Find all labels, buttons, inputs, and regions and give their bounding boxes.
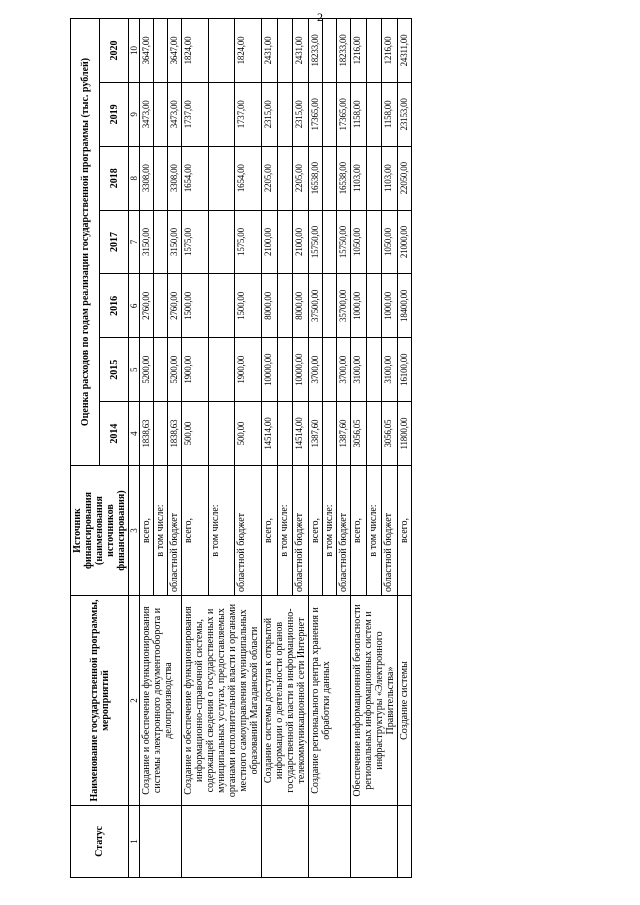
status-cell [262,806,309,878]
value-cell: 1737,00 [235,82,262,146]
source-incl-cell: в том числе: [208,466,235,596]
value-cell: 2315,00 [293,82,309,146]
value-cell: 11800,00 [398,402,412,466]
value-cell: 8000,00 [262,274,278,338]
value-cell: 1103,00 [382,146,398,210]
value-cell: 3150,00 [140,210,154,274]
value-cell: 1838,63 [168,402,182,466]
value-cell: 2760,00 [140,274,154,338]
measure-name-cell: Создание системы доступа к открытой информации о деятельности органов государственной власти в информационно-телекоммуникационной сети Интернет [262,596,309,806]
source-total-cell: всего, [309,466,323,596]
empty-value-cell [323,338,337,402]
index-cell: 2 [129,596,140,806]
value-cell: 1158,00 [382,82,398,146]
value-cell: 16100,00 [398,338,412,402]
value-cell: 1387,60 [309,402,323,466]
value-cell: 1900,00 [182,338,209,402]
empty-value-cell [277,210,293,274]
empty-value-cell [277,402,293,466]
rotated-table-wrapper [70,18,610,878]
value-cell: 1387,60 [337,402,351,466]
value-cell: 37500,00 [309,274,323,338]
index-cell: 4 [129,402,140,466]
value-cell: 1824,00 [182,19,209,83]
table-row [182,19,209,878]
source-incl-cell: в том числе: [277,466,293,596]
value-cell: 1654,00 [235,146,262,210]
value-cell: 2431,00 [262,19,278,83]
value-cell: 24311,00 [398,19,412,83]
source-regional-cell: областной бюджет [382,466,398,596]
value-cell: 2100,00 [293,210,309,274]
header-year: 2019 [100,82,129,146]
measure-name-cell: Создание регионального центра хранения и обработки данных [309,596,351,806]
empty-value-cell [277,338,293,402]
value-cell: 3100,00 [351,338,367,402]
empty-value-cell [154,82,168,146]
table-row [351,19,367,878]
empty-value-cell [366,19,382,83]
source-incl-cell: в том числе: [323,466,337,596]
empty-value-cell [277,82,293,146]
source-total-cell: всего, [182,466,209,596]
header-name: Наименование государственной программы, мероприятий [71,596,129,806]
value-cell: 3100,00 [382,338,398,402]
page-number: 2 [317,10,323,24]
header-year: 2020 [100,19,129,83]
value-cell: 15750,00 [309,210,323,274]
value-cell: 18233,00 [337,19,351,83]
header-year: 2018 [100,146,129,210]
value-cell: 1500,00 [235,274,262,338]
value-cell: 2205,00 [293,146,309,210]
empty-value-cell [208,274,235,338]
empty-value-cell [366,402,382,466]
value-cell: 3647,00 [168,19,182,83]
measure-name-cell: Создание и обеспечение функционирования информационно-справочной системы, содержащей сведения о государственных и муниципальных услугах, предоставляемых органами исполнительной власти и органами местного самоуправления муниципальных образований Магаданской области [182,596,262,806]
empty-value-cell [277,274,293,338]
value-cell: 5200,00 [140,338,154,402]
column-index-row [129,19,140,878]
header-status: Статус [71,806,129,878]
value-cell: 21000,00 [398,210,412,274]
header-source: Источник финансирования (наименования источников финансирования) [71,466,129,596]
value-cell: 2760,00 [168,274,182,338]
table-body [129,19,412,878]
financing-table [70,18,412,878]
value-cell: 17365,00 [309,82,323,146]
empty-value-cell [323,402,337,466]
value-cell: 1654,00 [182,146,209,210]
empty-value-cell [366,82,382,146]
empty-value-cell [208,338,235,402]
value-cell: 1216,00 [382,19,398,83]
value-cell: 1737,00 [182,82,209,146]
empty-value-cell [366,146,382,210]
empty-value-cell [323,274,337,338]
status-cell [398,806,412,878]
value-cell: 1158,00 [351,82,367,146]
value-cell: 1103,00 [351,146,367,210]
value-cell: 500,00 [235,402,262,466]
value-cell: 1216,00 [351,19,367,83]
index-cell: 5 [129,338,140,402]
empty-value-cell [208,19,235,83]
empty-value-cell [366,210,382,274]
value-cell: 3308,00 [168,146,182,210]
empty-value-cell [323,82,337,146]
value-cell: 3308,00 [140,146,154,210]
empty-value-cell [323,210,337,274]
value-cell: 3056,05 [382,402,398,466]
value-cell: 2205,00 [262,146,278,210]
source-regional-cell: областной бюджет [337,466,351,596]
value-cell: 2100,00 [262,210,278,274]
table-row [309,19,323,878]
value-cell: 3473,00 [168,82,182,146]
status-cell [351,806,398,878]
source-total-cell: всего, [398,466,412,596]
value-cell: 18233,00 [309,19,323,83]
table-row [140,19,154,878]
measure-name-cell: Создание и обеспечение функционирования системы электронного документооборота и делопроизводства [140,596,182,806]
status-cell [140,806,182,878]
value-cell: 15750,00 [337,210,351,274]
value-cell: 3700,00 [309,338,323,402]
source-incl-cell: в том числе: [366,466,382,596]
table-row [262,19,278,878]
empty-value-cell [208,82,235,146]
value-cell: 35700,00 [337,274,351,338]
value-cell: 3647,00 [140,19,154,83]
value-cell: 16538,00 [337,146,351,210]
value-cell: 10000,00 [262,338,278,402]
value-cell: 3056,05 [351,402,367,466]
source-regional-cell: областной бюджет [235,466,262,596]
value-cell: 16538,00 [309,146,323,210]
source-incl-cell: в том числе: [154,466,168,596]
measure-name-cell: Создание системы [398,596,412,806]
header-year: 2014 [100,402,129,466]
status-cell [309,806,351,878]
empty-value-cell [208,402,235,466]
empty-value-cell [323,146,337,210]
empty-value-cell [154,402,168,466]
header-year: 2016 [100,274,129,338]
value-cell: 1575,00 [235,210,262,274]
table-row [398,19,412,878]
empty-value-cell [154,146,168,210]
status-cell [182,806,262,878]
source-total-cell: всего, [140,466,154,596]
empty-value-cell [154,338,168,402]
value-cell: 14514,00 [293,402,309,466]
value-cell: 3150,00 [168,210,182,274]
header-estimate: Оценка расходов по годам реализации государственной программы (тыс. рублей) [71,19,100,466]
empty-value-cell [208,210,235,274]
index-cell: 10 [129,19,140,83]
empty-value-cell [277,146,293,210]
value-cell: 1838,63 [140,402,154,466]
source-total-cell: всего, [262,466,278,596]
value-cell: 1000,00 [351,274,367,338]
empty-value-cell [366,274,382,338]
empty-value-cell [323,19,337,83]
value-cell: 17365,00 [337,82,351,146]
value-cell: 10000,00 [293,338,309,402]
value-cell: 3473,00 [140,82,154,146]
index-cell: 1 [129,806,140,878]
empty-value-cell [277,19,293,83]
empty-value-cell [208,146,235,210]
header-year: 2017 [100,210,129,274]
value-cell: 18400,00 [398,274,412,338]
source-total-cell: всего, [351,466,367,596]
index-cell: 9 [129,82,140,146]
value-cell: 2315,00 [262,82,278,146]
value-cell: 23153,00 [398,82,412,146]
value-cell: 5200,00 [168,338,182,402]
value-cell: 1500,00 [182,274,209,338]
value-cell: 8000,00 [293,274,309,338]
value-cell: 3700,00 [337,338,351,402]
index-cell: 7 [129,210,140,274]
index-cell: 6 [129,274,140,338]
value-cell: 1000,00 [382,274,398,338]
empty-value-cell [154,19,168,83]
source-regional-cell: областной бюджет [168,466,182,596]
index-cell: 8 [129,146,140,210]
value-cell: 1050,00 [351,210,367,274]
empty-value-cell [154,210,168,274]
value-cell: 1575,00 [182,210,209,274]
value-cell: 500,00 [182,402,209,466]
value-cell: 22050,00 [398,146,412,210]
value-cell: 1824,00 [235,19,262,83]
empty-value-cell [366,338,382,402]
index-cell: 3 [129,466,140,596]
measure-name-cell: Обеспечение информационной безопасности региональных информационных систем и инфраструктуры «Электронного Правительства» [351,596,398,806]
value-cell: 14514,00 [262,402,278,466]
source-regional-cell: областной бюджет [293,466,309,596]
empty-value-cell [154,274,168,338]
value-cell: 2431,00 [293,19,309,83]
header-year: 2015 [100,338,129,402]
value-cell: 1900,00 [235,338,262,402]
value-cell: 1050,00 [382,210,398,274]
